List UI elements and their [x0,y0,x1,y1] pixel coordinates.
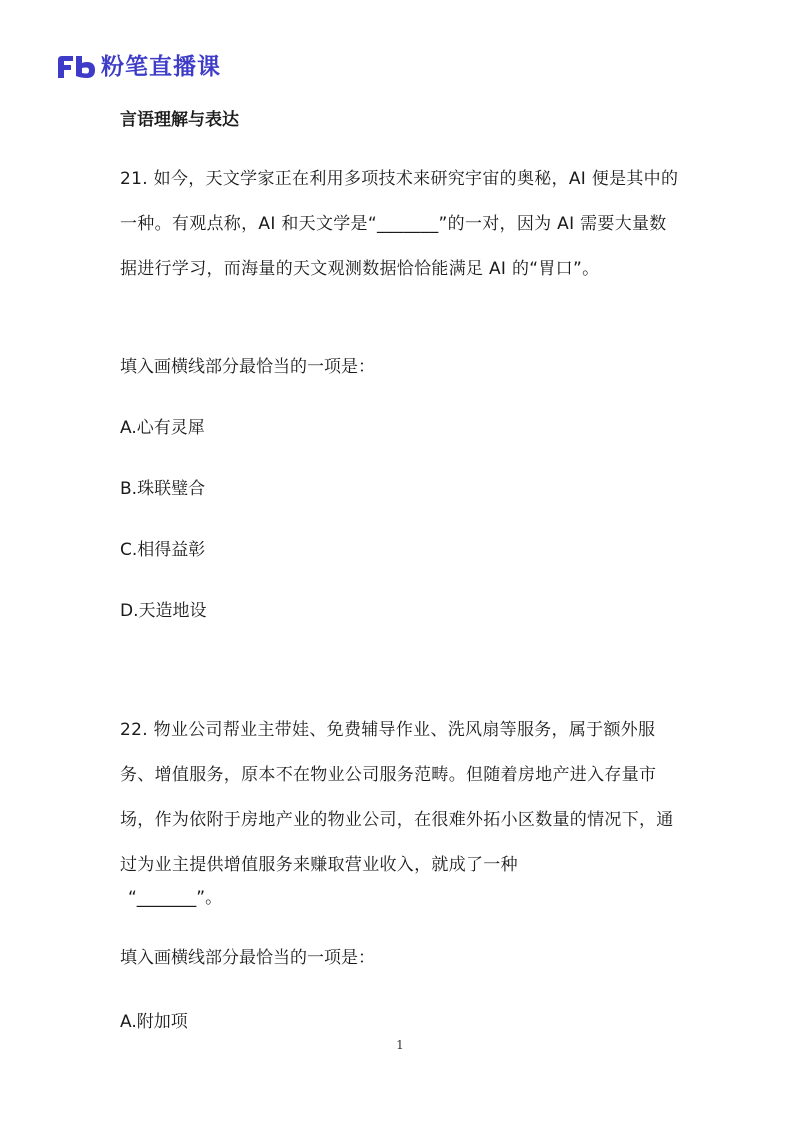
page-number: 1 [396,1038,404,1052]
question-21-option-a: A.心有灵犀 [120,418,205,438]
brand-logo [55,52,221,82]
question-21-option-c: C.相得益彰 [120,540,206,560]
question-22-option-a: A.附加项 [120,1012,188,1032]
question-21-prompt: 填入画横线部分最恰当的一项是： [120,357,375,377]
section-title: 言语理解与表达 [120,110,239,130]
fb-logo-icon [55,54,97,80]
question-22-prompt: 填入画横线部分最恰当的一项是： [120,948,375,968]
question-21-option-b: B.珠联璧合 [120,479,206,499]
question-21-stem: 21. 如今，天文学家正在利用多项技术来研究宇宙的奥秘，AI 便是其中的一种。有观点称，AI 和天文学是“_______”的一对，因为 AI 需要大量数据进行学习，而海量的天文观测数据恰恰能满足 AI 的“胃口”。 [120,169,679,279]
question-22-stem-blank: “_______”。 [128,888,223,908]
brand-name: 粉笔直播课 [101,54,221,80]
question-22-stem: 22. 物业公司帮业主带娃、免费辅导作业、洗风扇等服务，属于额外服务、增值服务，原本不在物业公司服务范畴。但随着房地产进入存量市场，作为依附于房地产业的物业公司，在很难外拓小区数量的情况下，通过为业主提供增值服务来赚取营业收入，就成了一种 [120,720,674,875]
question-21-option-d: D.天造地设 [120,601,207,621]
